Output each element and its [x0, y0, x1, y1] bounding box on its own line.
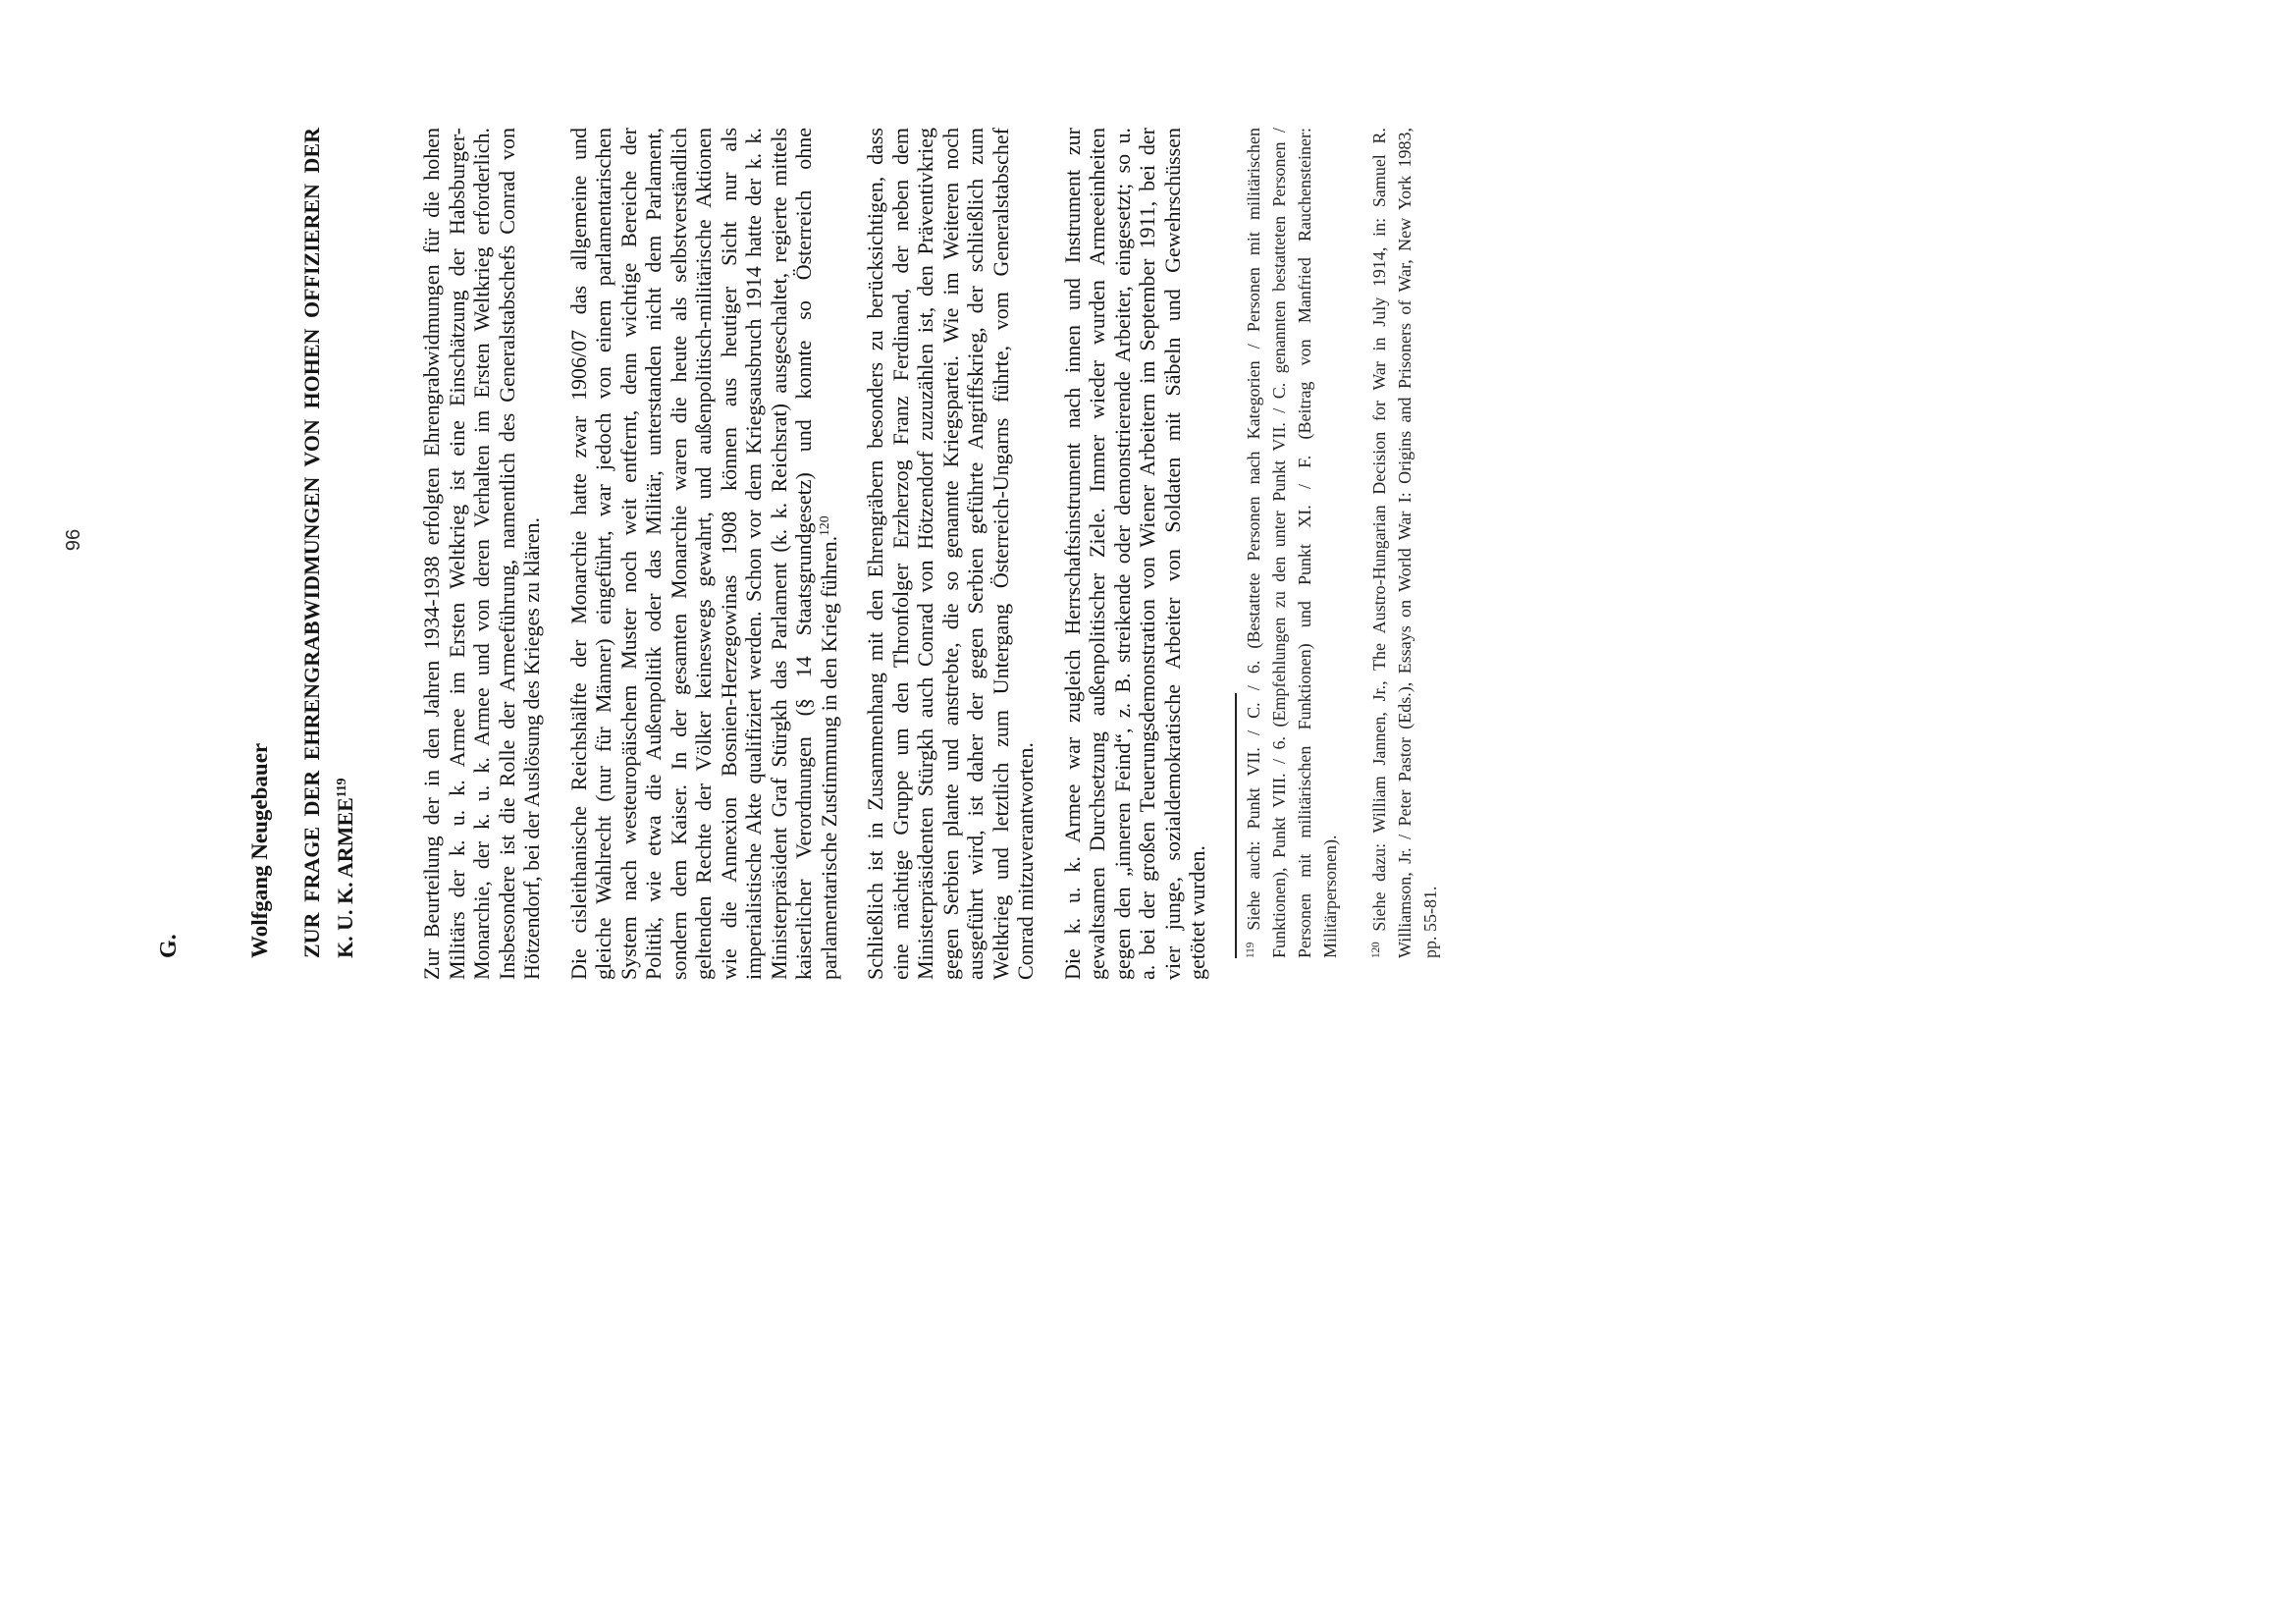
text-line: [791, 128, 817, 980]
text-line: [913, 128, 938, 980]
text-line: [1160, 128, 1186, 980]
line-text: ausgeführt wird, ist daher der gegen Serbien geführte Angriffskrieg, der schließlich zum: [963, 128, 988, 980]
footnote-separator: [1235, 693, 1237, 958]
text-line: [1085, 128, 1110, 980]
title-line-text: K. U. K. ARMEE: [333, 797, 357, 958]
title-line: [329, 128, 362, 958]
text-line: [817, 128, 842, 980]
body-paragraph: [863, 128, 1039, 980]
footnote-text: Williamson, Jr. / Peter Pastor (Eds.), Essays on World War I: Origins and Prisoners of War, New York 1983,: [1395, 128, 1415, 958]
body-paragraph: [566, 128, 842, 980]
text-line: [591, 128, 616, 980]
line-text: Schließlich ist in Zusammenhang mit den Ehrengräbern besonders zu berücksichtigen, dass: [863, 128, 887, 980]
line-text: gewaltsamen Durchsetzung außenpolitischer Ziele. Immer wieder wurden Armeeeinheiten: [1085, 128, 1109, 980]
title-line-text: ZUR FRAGE DER EHRENGRABWIDMUNGEN VON HOHEN OFFIZIEREN DER: [299, 128, 324, 958]
footnote-ref: 120: [817, 515, 831, 536]
footnote-text: Personen mit militärischen Funktionen) und Punkt XI. / F. (Beitrag von Manfried Rauchensteiner:: [1295, 128, 1314, 958]
text-line: [717, 128, 742, 980]
line-text: geltenden Rechte der Völker keineswegs gewahrt, und außenpolitisch-militärische Aktionen: [691, 128, 716, 980]
line-text: Insbesondere ist die Rolle der Armeeführung, namentlich des Generalstabschefs Conrad von: [494, 128, 519, 980]
footnote-line: [1317, 128, 1343, 958]
line-text: getötet wurden.: [1185, 845, 1209, 980]
body-text: [419, 128, 1232, 980]
line-text: eine mächtige Gruppe um den Thronfolger Erzherzog Franz Ferdinand, der neben dem: [887, 128, 913, 980]
line-text: Militärs der k. u. k. Armee im Ersten Weltkrieg ist eine Einschätzung der Habsburger-: [444, 128, 469, 980]
footnote-number: 119: [1244, 942, 1256, 958]
footnote-number: 120: [1369, 942, 1382, 958]
line-text: sondern dem Kaiser. In der gesamten Monarchie waren die heute als selbstverständlich: [666, 128, 691, 980]
text-line: [1013, 128, 1039, 980]
section-letter: G.: [156, 934, 182, 958]
line-text: vier junge, sozialdemokratische Arbeiter von Soldaten mit Säbeln und Gewehrschüssen: [1159, 128, 1185, 980]
text-line: [566, 128, 592, 980]
line-text: Die cisleithanische Reichshälfte der Monarchie hatte zwar 1906/07 das allgemeine und: [565, 128, 591, 980]
footnote-line: [1417, 128, 1443, 958]
line-text: System nach westeuropäischem Muster noch weit entfernt, denn wichtige Bereiche der: [615, 128, 641, 980]
footnote-line: [1292, 128, 1317, 958]
footnote-text: pp. 55-81.: [1420, 886, 1440, 958]
text-line: [888, 128, 914, 980]
line-text: Hötzendorf, bei der Auslösung des Krieges zu klären.: [519, 516, 544, 980]
article-title: [295, 128, 362, 958]
line-text: parlamentarische Zustimmung in den Krieg führen.: [816, 535, 841, 980]
body-paragraph: [419, 128, 545, 980]
footnote-text: Militärpersonen).: [1320, 835, 1340, 958]
text-line: [641, 128, 667, 980]
line-text: Monarchie, der k. u. k. Armee und von deren Verhalten im Ersten Weltkrieg erforderlich.: [469, 128, 494, 980]
text-line: [963, 128, 988, 980]
page-number: 96: [63, 528, 84, 552]
text-line: [863, 128, 888, 980]
line-text: Weltkrieg und letztlich zum Untergang Österreich-Ungarns führte, vom Generalstabschef: [988, 128, 1013, 980]
line-text: Politik, wie etwa die Außenpolitik oder das Militär, unterstanden nicht dem Parlament,: [641, 128, 666, 980]
text-line: [1060, 128, 1086, 980]
text-line: [691, 128, 717, 980]
text-line: [419, 128, 445, 980]
text-line: [495, 128, 520, 980]
footnote: [1241, 128, 1343, 958]
footnote-ref: 119: [333, 778, 348, 798]
text-line: [616, 128, 642, 980]
line-text: wie die Annexion Bosnien-Herzegowinas 1908 können aus heutiger Sicht nur als: [716, 128, 741, 980]
line-text: Die k. u. k. Armee war zugleich Herrschaftsinstrument nach innen und Instrument zur: [1059, 128, 1085, 980]
line-text: a. bei der großen Teuerungsdemonstration von Wiener Arbeitern im September 1911, bei der: [1135, 128, 1159, 980]
footnote-text: Siehe auch: Punkt VII. / C. / 6. (Bestattete Personen nach Kategorien / Personen mit militärischen: [1244, 127, 1263, 931]
text-line: [767, 128, 792, 980]
text-line: [445, 128, 470, 980]
text-line: [1135, 128, 1160, 980]
text-line: [988, 128, 1014, 980]
title-line: [295, 128, 329, 958]
line-text: gegen den „inneren Feind“, z. B. streikende oder demonstrierende Arbeiter, eingesetzt; so u.: [1109, 128, 1135, 980]
text-line: [1110, 128, 1136, 980]
text-line: [667, 128, 692, 980]
line-text: Ministerpräsident Graf Stürgkh das Parlament (k. k. Reichsrat) ausgeschaltet, regierte mittels: [766, 128, 791, 980]
line-text: gleiche Wahlrecht (nur für Männer) eingeführt, war jedoch von einem parlamentarischen: [591, 128, 615, 980]
text-line: [469, 128, 495, 980]
line-text: gegen Serbien plante und anstrebte, die so genannte Kriegspartei. Wie im Weiteren noch: [937, 128, 963, 980]
line-text: Zur Beurteilung der in den Jahren 1934-1938 erfolgten Ehrengrabwidmungen für die hohen: [419, 128, 444, 980]
text-line: [938, 128, 964, 980]
line-text: kaiserlicher Verordnungen (§ 14 Staatsgrundgesetz) und konnte so Österreich ohne: [791, 128, 816, 980]
text-line: [1185, 128, 1210, 980]
line-text: Ministerpräsidenten Stürgkh auch Conrad von Hötzendorf zuzuzählen ist, den Präventivkrieg: [913, 128, 937, 980]
text-line: [519, 128, 545, 980]
line-text: Conrad mitzuverantworten.: [1013, 742, 1038, 980]
footnote-line: [1366, 128, 1392, 958]
text-line: [741, 128, 767, 980]
footnote-text: Siehe dazu: William Jannen, Jr., The Austro-Hungarian Decision for War in July 1914, in: Samuel R.: [1369, 127, 1389, 932]
footnotes: [1241, 128, 1467, 958]
footnote: [1366, 128, 1443, 958]
footnote-line: [1241, 128, 1266, 958]
footnote-line: [1266, 128, 1292, 958]
footnote-line: [1392, 128, 1417, 958]
line-text: imperialistische Akte qualifiziert werden. Schon vor dem Kriegsausbruch 1914 hatte der k. k.: [741, 128, 766, 980]
author-name: Wolfgang Neugebauer: [247, 742, 272, 958]
body-paragraph: [1060, 128, 1210, 980]
footnote-text: Funktionen), Punkt VIII. / 6. (Empfehlungen zu den unter Punkt VII. / C. genannten bestatteten Personen /: [1269, 128, 1289, 958]
